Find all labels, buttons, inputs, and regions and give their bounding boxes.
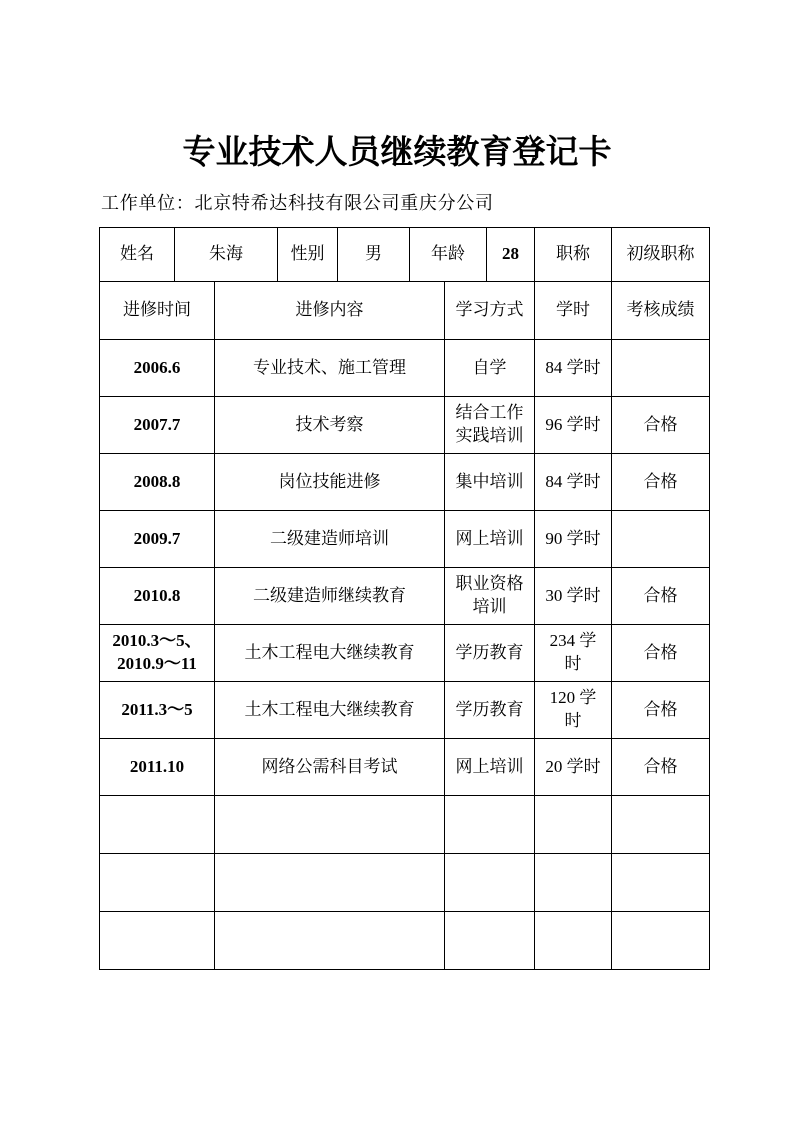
cell-hours — [535, 912, 612, 970]
cell-hours: 84 学时 — [535, 340, 612, 397]
cell-content — [215, 796, 445, 854]
cell-content — [215, 854, 445, 912]
table-row — [100, 912, 710, 970]
cell-hours: 234 学时 — [535, 625, 612, 682]
cell-result — [612, 511, 710, 568]
cell-content: 专业技术、施工管理 — [215, 340, 445, 397]
cell-method — [445, 796, 535, 854]
table-row — [100, 340, 710, 397]
work-unit-value: 北京特希达科技有限公司重庆分公司 — [194, 193, 494, 213]
table-row — [100, 454, 710, 511]
page-title: 专业技术人员继续教育登记卡 — [182, 135, 612, 171]
cell-time: 2006.6 — [100, 340, 215, 397]
header-method: 学习方式 — [445, 282, 535, 340]
cell-content: 土木工程电大继续教育 — [215, 625, 445, 682]
cell-time: 2010.3～5、2010.9～11 — [100, 625, 215, 682]
personal-info-row — [100, 228, 710, 282]
age-label-cell: 年龄 — [410, 228, 487, 282]
cell-hours: 20 学时 — [535, 739, 612, 796]
cell-time — [100, 854, 215, 912]
table-row — [100, 854, 710, 912]
cell-method: 网上培训 — [445, 511, 535, 568]
header-result: 考核成绩 — [612, 282, 710, 340]
cell-result — [612, 796, 710, 854]
work-unit-line — [101, 192, 794, 214]
cell-result: 合格 — [612, 397, 710, 454]
work-unit-label: 工作单位： — [101, 193, 195, 213]
cell-method — [445, 854, 535, 912]
gender-value-cell: 男 — [338, 228, 410, 282]
cell-time: 2011.3～5 — [100, 682, 215, 739]
cell-hours: 84 学时 — [535, 454, 612, 511]
table-row — [100, 739, 710, 796]
cell-method: 职业资格培训 — [445, 568, 535, 625]
cell-hours: 90 学时 — [535, 511, 612, 568]
age-value-cell: 28 — [487, 228, 535, 282]
cell-hours — [535, 854, 612, 912]
cell-time — [100, 796, 215, 854]
job-title-value-cell: 初级职称 — [612, 228, 710, 282]
gender-label-cell: 性别 — [278, 228, 338, 282]
cell-time: 2010.8 — [100, 568, 215, 625]
cell-content — [215, 912, 445, 970]
table-row — [100, 796, 710, 854]
cell-method — [445, 912, 535, 970]
cell-hours: 30 学时 — [535, 568, 612, 625]
header-content: 进修内容 — [215, 282, 445, 340]
education-record-table — [99, 227, 710, 970]
cell-hours: 120 学时 — [535, 682, 612, 739]
header-hours: 学时 — [535, 282, 612, 340]
cell-result: 合格 — [612, 568, 710, 625]
table-row — [100, 625, 710, 682]
cell-result — [612, 912, 710, 970]
job-title-label-cell: 职称 — [535, 228, 612, 282]
cell-content: 二级建造师培训 — [215, 511, 445, 568]
cell-time: 2008.8 — [100, 454, 215, 511]
cell-result: 合格 — [612, 682, 710, 739]
cell-content: 二级建造师继续教育 — [215, 568, 445, 625]
cell-result — [612, 854, 710, 912]
cell-time — [100, 912, 215, 970]
cell-method: 自学 — [445, 340, 535, 397]
cell-method: 学历教育 — [445, 625, 535, 682]
table-row — [100, 682, 710, 739]
name-value-cell: 朱海 — [175, 228, 278, 282]
table-header-row — [100, 282, 710, 340]
cell-method: 集中培训 — [445, 454, 535, 511]
cell-content: 网络公需科目考试 — [215, 739, 445, 796]
name-label-cell: 姓名 — [100, 228, 175, 282]
cell-content: 土木工程电大继续教育 — [215, 682, 445, 739]
cell-method: 网上培训 — [445, 739, 535, 796]
cell-content: 岗位技能进修 — [215, 454, 445, 511]
cell-method: 学历教育 — [445, 682, 535, 739]
cell-content: 技术考察 — [215, 397, 445, 454]
header-time: 进修时间 — [100, 282, 215, 340]
cell-time: 2011.10 — [100, 739, 215, 796]
cell-result: 合格 — [612, 739, 710, 796]
cell-time: 2009.7 — [100, 511, 215, 568]
cell-result: 合格 — [612, 625, 710, 682]
table-row — [100, 568, 710, 625]
table-row — [100, 397, 710, 454]
cell-result — [612, 340, 710, 397]
table-row — [100, 511, 710, 568]
cell-method: 结合工作实践培训 — [445, 397, 535, 454]
cell-result: 合格 — [612, 454, 710, 511]
cell-time: 2007.7 — [100, 397, 215, 454]
cell-hours — [535, 796, 612, 854]
cell-hours: 96 学时 — [535, 397, 612, 454]
